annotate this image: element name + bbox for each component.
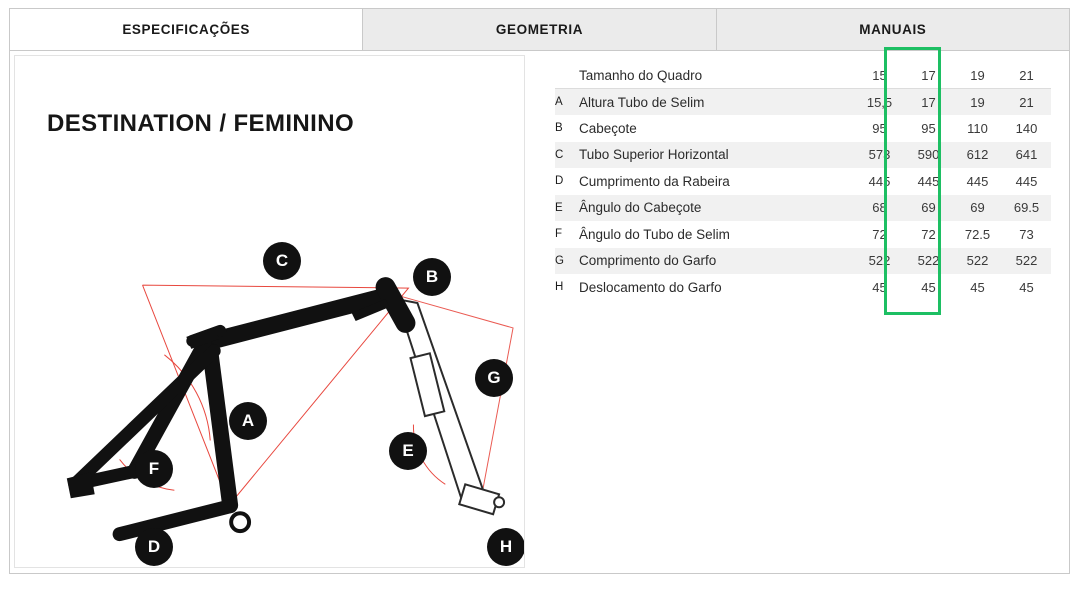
table-row (555, 168, 1051, 195)
header-size-15: 15 (855, 62, 904, 89)
row-value-17: 45 (904, 274, 953, 301)
geometry-panel (9, 51, 1070, 574)
row-value-21: 21 (1002, 89, 1051, 116)
tab-bar (9, 8, 1070, 51)
header-measure-name: Tamanho do Quadro (579, 62, 855, 89)
callout-g (475, 359, 513, 397)
callout-a (229, 402, 267, 440)
callout-c (263, 242, 301, 280)
table-row (555, 142, 1051, 169)
callout-f (135, 450, 173, 488)
row-value-19: 72.5 (953, 221, 1002, 248)
row-name: Tubo Superior Horizontal (579, 142, 855, 169)
header-size-21: 21 (1002, 62, 1051, 89)
callout-h-label: H (499, 537, 513, 556)
row-letter: A (555, 89, 579, 116)
row-value-19: 19 (953, 89, 1002, 116)
tab-manuais[interactable] (717, 9, 1069, 50)
callout-b-label: B (425, 267, 439, 286)
callout-d-label: D (147, 537, 161, 556)
row-value-19: 45 (953, 274, 1002, 301)
row-letter: B (555, 115, 579, 142)
callout-c-label: C (275, 251, 289, 270)
row-value-21: 73 (1002, 221, 1051, 248)
table-row (555, 221, 1051, 248)
row-value-17: 590 (904, 142, 953, 169)
row-value-15: 45 (855, 274, 904, 301)
row-letter: C (555, 142, 579, 169)
row-name: Ângulo do Cabeçote (579, 195, 855, 222)
row-value-15: 573 (855, 142, 904, 169)
frame-diagram (14, 55, 525, 568)
header-letter (555, 62, 579, 89)
row-name: Cabeçote (579, 115, 855, 142)
table-row (555, 89, 1051, 116)
callout-f-label: F (148, 459, 160, 478)
callout-d (135, 528, 173, 566)
row-letter: H (555, 274, 579, 301)
table-header-row (555, 62, 1051, 89)
callout-e-label: E (402, 441, 414, 460)
header-size-17: 17 (904, 62, 953, 89)
row-value-17: 95 (904, 115, 953, 142)
row-value-17: 69 (904, 195, 953, 222)
table-row (555, 248, 1051, 275)
table-row (555, 115, 1051, 142)
table-row (555, 274, 1051, 301)
row-value-21: 69.5 (1002, 195, 1051, 222)
tab-geometria[interactable] (363, 9, 716, 50)
callout-h (487, 528, 525, 566)
row-value-19: 110 (953, 115, 1002, 142)
row-name: Cumprimento da Rabeira (579, 168, 855, 195)
row-letter: G (555, 248, 579, 275)
row-value-21: 522 (1002, 248, 1051, 275)
callout-b (413, 258, 451, 296)
row-value-17: 17 (904, 89, 953, 116)
row-value-15: 68 (855, 195, 904, 222)
diagram-title: DESTINATION / FEMININO (47, 110, 355, 137)
row-value-19: 445 (953, 168, 1002, 195)
table-row (555, 195, 1051, 222)
row-value-17: 445 (904, 168, 953, 195)
row-value-21: 45 (1002, 274, 1051, 301)
row-value-17: 72 (904, 221, 953, 248)
row-value-19: 69 (953, 195, 1002, 222)
callout-e (389, 432, 427, 470)
row-value-19: 612 (953, 142, 1002, 169)
row-value-21: 445 (1002, 168, 1051, 195)
row-value-17: 522 (904, 248, 953, 275)
row-letter: F (555, 221, 579, 248)
diagram-pane (10, 51, 529, 573)
tab-especificacoes-label: ESPECIFICAÇÕES (122, 22, 250, 37)
tab-especificacoes[interactable] (10, 9, 363, 50)
row-name: Altura Tubo de Selim (579, 89, 855, 116)
tab-geometria-label: GEOMETRIA (495, 22, 584, 37)
tab-manuais-label: MANUAIS (859, 22, 927, 37)
row-name: Deslocamento do Garfo (579, 274, 855, 301)
row-name: Ângulo do Tubo de Selim (579, 221, 855, 248)
geometry-table (555, 62, 1051, 301)
row-letter: E (555, 195, 579, 222)
row-letter: D (555, 168, 579, 195)
row-value-15: 15,5 (855, 89, 904, 116)
geometry-table-pane (529, 51, 1069, 573)
row-value-15: 72 (855, 221, 904, 248)
callout-a-label: A (241, 411, 255, 430)
row-value-15: 445 (855, 168, 904, 195)
callout-g-label: G (487, 368, 501, 387)
row-value-19: 522 (953, 248, 1002, 275)
bike-frame-illustration (15, 56, 524, 567)
row-value-21: 641 (1002, 142, 1051, 169)
row-name: Comprimento do Garfo (579, 248, 855, 275)
row-value-15: 95 (855, 115, 904, 142)
row-value-15: 522 (855, 248, 904, 275)
header-size-19: 19 (953, 62, 1002, 89)
row-value-21: 140 (1002, 115, 1051, 142)
